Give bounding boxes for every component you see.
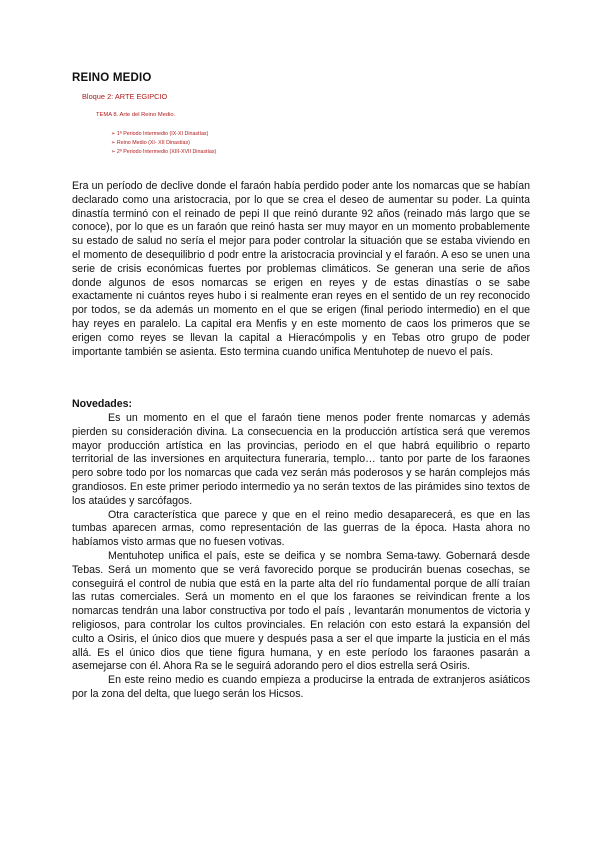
novedades-paragraph: Otra característica que parece y que en el reino medio desaparecerá, es que en las tumbas aparecen armas, como representación de las guerras de la época. Hasta ahora no habíamos visto armas que no fuesen votivas. [72,508,530,549]
period-list-item: ➢ Reino Medio (XI- XII Dinastías) [111,140,190,146]
period-list-item: ➢ 2º Periodo Intermedio (XIII-XVII Dinastías) [111,149,217,155]
novedades-paragraph: Mentuhotep unifica el país, este se deifica y se nombra Sema-tawy. Gobernará desde Tebas. Será un momento que se verá favorecido porque se producirán buenas cosechas, se conseguirá el control de nubia que está en la parte alta del río fundamental porque de allí traían las rutas comerciales. Será un momento en el que los faraones se reivindican frente a los nomarcas tendrán una labor constructiva por todo el país , levantarán monumentos de victoria y religiosos, para controlar los cultos provinciales. En relación con esto estará la expansión del culto a Osiris, el único dios que muere y después pasa a ser el que imparte la justicia en el más allá. Es el único dios que tiene figura humana, y en este período los faraones pasarán a asemejarse con él. Ahora Ra se le seguirá adorando pero el dios estrella será Osiris. [72,549,530,673]
novedades-section [72,412,530,702]
page-title: REINO MEDIO [72,72,152,84]
topic-label: TEMA 8. Arte del Reino Medio. [96,112,176,118]
intro-paragraph: Era un período de declive donde el faraón había perdido poder ante los nomarcas que se habían declarado como una aristocracia, por lo que se crea el deseo de aumentar su poder. La quinta dinastía terminó con el reinado de pepi II que reinó durante 92 años (reinado más largo que se conoce), por lo que es un faraón que reinó hasta ser muy mayor en un momento probablemente su estado de salud no sería el mejor para poder controlar la situación que se estaba viviendo en el momento de desequilibrio d podr entre la aristocracia provincial y el faraón. A eso se unen una serie de crisis económicas fuertes por problemas climáticos. Se generan una serie de años donde algunos de esos nomarcas se erigen en reyes y de estas dinastías o se sabe exactamente ni cuántos reyes hubo i si realmente eran reyes en el sentido de un rey reconocido por todos, se da además un momento en el que se erigen (final periodo intermedio) en el que hay reyes en paralelo. La capital era Menfis y en este momento de caos los primeros que se erigen como reyes se llevan la capital a Hieracómpolis y en Tebas otro grupo de poder importante también se asienta. Esto termina cuando unifica Mentuhotep de nuevo el país. [72,180,530,358]
novedades-heading: Novedades: [72,398,133,410]
novedades-paragraph: En este reino medio es cuando empieza a producirse la entrada de extranjeros asiáticos por la zona del delta, que luego serán los Hicsos. [72,674,530,700]
period-list-item: ➢ 1º Periodo Intermedio (IX-XI Dinastías) [111,131,209,137]
period-list [111,130,216,157]
block-label: Bloque 2: ARTE EGIPCIO [82,92,168,101]
novedades-paragraph: Es un momento en el que el faraón tiene menos poder frente nomarcas y además pierden su consideración divina. La consecuencia en la producción artística será que veremos mayor producción artística en las provincias, periodo en el que habrá equilibrio o reparto territorial de las inversiones en arquitectura funeraria, templo… tanto por parte de los faraones pero sobre todo por los nomarcas que cada vez serán más poderosos y se harán complejos más grandiosos. En este primer periodo intermedio ya no serán textos de las pirámides sino textos de los ataúdes y sarcófagos. [72,412,530,507]
